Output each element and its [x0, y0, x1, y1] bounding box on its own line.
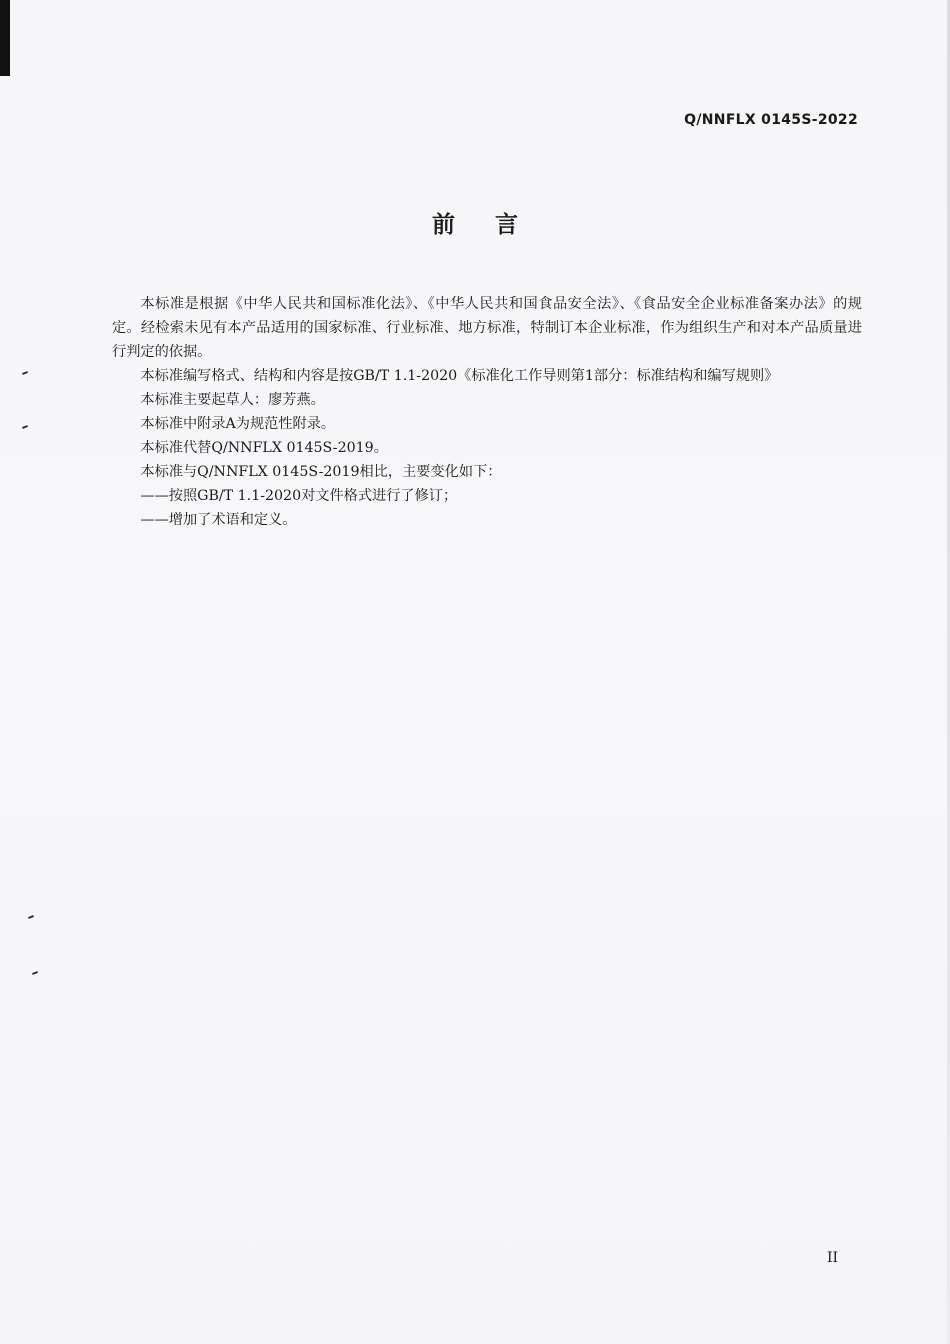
paragraph-replaces: 本标准代替Q/NNFLX 0145S-2019。: [140, 440, 388, 456]
document-code: Q/NNFLX 0145S-2022: [684, 112, 858, 128]
foreword-body: [112, 292, 862, 532]
scan-edge-mark: [0, 0, 10, 76]
paragraph-changes: 本标准与Q/NNFLX 0145S-2019相比，主要变化如下：: [140, 464, 502, 480]
change-item-terms: ——增加了术语和定义。: [140, 512, 297, 528]
scan-speck: [28, 915, 34, 919]
change-item-format: ——按照GB/T 1.1-2020对文件格式进行了修订；: [140, 488, 458, 504]
paragraph-format: 本标准编写格式、结构和内容是按GB/T 1.1-2020《标准化工作导则第1部分：标准结构和编写规则》: [140, 368, 779, 384]
paragraph-appendix: 本标准中附录A为规范性附录。: [140, 416, 336, 432]
scan-speck: [32, 971, 38, 975]
scan-speck: [22, 371, 28, 375]
paragraph-drafter: 本标准主要起草人：廖芳燕。: [140, 392, 325, 408]
page-number: II: [826, 1250, 838, 1266]
paragraph-basis: 本标准是根据《中华人民共和国标准化法》、《中华人民共和国食品安全法》、《食品安全企业标准备案办法》的规定。经检索未见有本产品适用的国家标准、行业标准、地方标准，特制订本企业标准，作为组织生产和对本产品质量进行判定的依据。: [112, 296, 862, 360]
scan-speck: [22, 425, 28, 429]
section-title: 前言: [432, 212, 558, 238]
